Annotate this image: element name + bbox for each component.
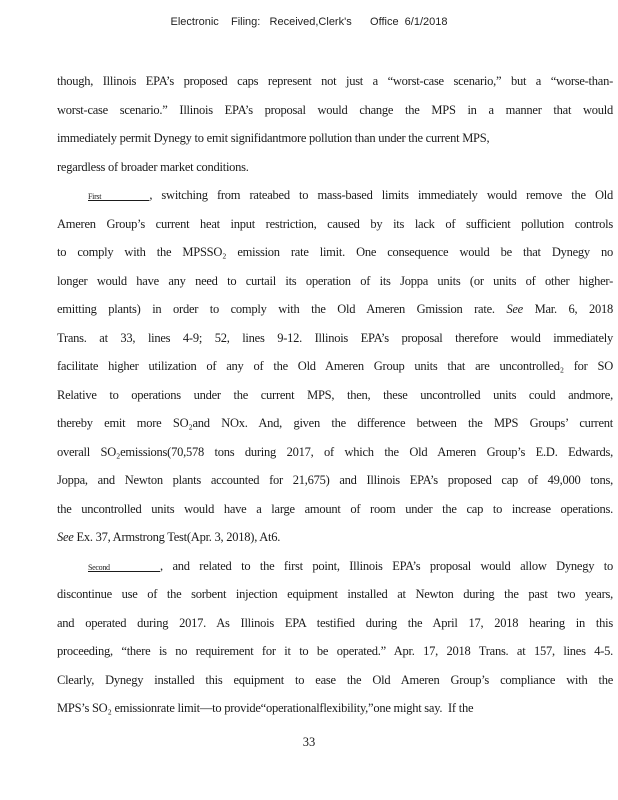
page-number: 33 xyxy=(302,735,316,749)
text-line: Trans. at 33, lines 4-9; 52, lines 9-12. Illinois EPA’s proposal therefore would immediately xyxy=(57,330,613,345)
text-line: and operated during 2017. As Illinois EPA testified during the April 17, 2018 hearing in this xyxy=(57,615,613,630)
text-line: thereby emit more SO₂and NOx. And, given the difference between the MPS Groups’ current xyxy=(57,416,613,430)
line-text: emitting plants) in order to comply with the Old Ameren Gmission rate. xyxy=(57,302,507,316)
text-line xyxy=(57,523,613,552)
text-line: Joppa, and Newton plants accounted for 21,675) and Illinois EPA’s proposed cap of 49,000 tons, xyxy=(57,473,613,487)
text-line: worst-case scenario.” Illinois EPA’s proposal would change the MPS in a manner that would xyxy=(57,102,613,117)
text-line xyxy=(57,181,613,210)
line-text: Mar. 6, 2018 xyxy=(522,302,614,316)
text-line: immediately permit Dynegy to emit signifidantmore pollution than under the current MPS, xyxy=(57,131,490,145)
citation-see: See xyxy=(506,302,523,316)
text-line: MPS’s SO₂ emissionrate limit—to provide“operationalflexibility,”one might say. If the xyxy=(57,701,474,715)
citation-see: See xyxy=(57,530,74,544)
line-text: , and related to the first point, Illinois EPA’s proposal would allow Dynegy to xyxy=(160,558,613,573)
filing-header-stamp: Electronic Filing: Received,Clerk's Office 6/1/2018 xyxy=(170,16,448,28)
text-line: proceeding, “there is no requirement for it to be operated.” Apr. 17, 2018 Trans. at 157, lines 4-5. xyxy=(57,644,613,658)
text-line xyxy=(57,295,613,324)
line-text: Ex. 37, Armstrong Test(Apr. 3, 2018), At6. xyxy=(73,530,281,544)
paragraph-lead-first: First xyxy=(88,192,150,201)
paragraph-lead-second: Second xyxy=(88,562,161,572)
line-text: , switching from rateabed to mass-based limits immediately would remove the Old xyxy=(149,188,613,202)
text-line: discontinue use of the sorbent injection equipment installed at Newton during the past two years, xyxy=(57,587,613,601)
text-line: though, Illinois EPA’s proposed caps represent not just a “worst-case scenario,” but a “worse-than- xyxy=(57,74,613,88)
text-line: the uncontrolled units would have a large amount of room under the cap to increase operations. xyxy=(57,501,613,516)
text-line: overall SO₂emissions(70,578 tons during 2017, of which the Old Ameren Group’s E.D. Edwards, xyxy=(57,444,613,459)
text-line xyxy=(57,552,613,581)
text-line: Ameren Group’s current heat input restriction, caused by its lack of sufficient pollution controls xyxy=(57,216,613,231)
text-line: Relative to operations under the current MPS, then, these uncontrolled units could andmore, xyxy=(57,387,613,402)
text-line: facilitate higher utilization of any of the Old Ameren Group units that are uncontrolled₂ for SO xyxy=(57,359,613,373)
text-line: to comply with the MPSSO₂ emission rate limit. One consequence would be that Dynegy no xyxy=(57,245,613,259)
text-line: regardless of broader market conditions. xyxy=(57,159,249,174)
document-body xyxy=(57,67,613,723)
text-line: longer would have any need to curtail its operation of its Joppa units (or units of other higher- xyxy=(57,273,613,288)
text-line: Clearly, Dynegy installed this equipment to ease the Old Ameren Group’s compliance with the xyxy=(57,672,613,687)
